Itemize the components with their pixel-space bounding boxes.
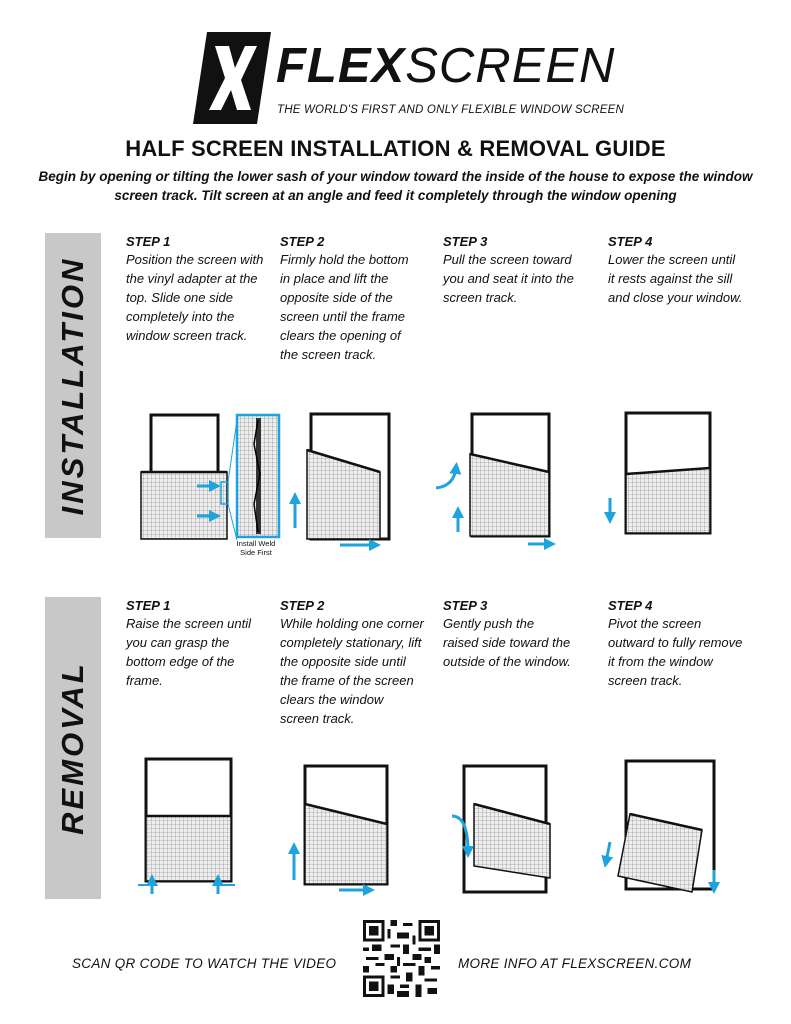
weld-side-detail bbox=[236, 414, 281, 538]
brand-light: SCREEN bbox=[405, 39, 616, 93]
step-text: Lower the screen until it rests against the sill and close your window. bbox=[608, 252, 743, 305]
step-heading: STEP 4 bbox=[608, 234, 653, 249]
removal-step-4 bbox=[608, 598, 773, 690]
step-text: Gently push the raised side toward the outside of the window. bbox=[443, 616, 571, 669]
install-step-3-illustration bbox=[436, 410, 576, 560]
screen-mesh bbox=[626, 468, 710, 533]
step-heading: STEP 3 bbox=[443, 598, 488, 613]
removal-step-2-illustration bbox=[285, 756, 405, 896]
step-heading: STEP 2 bbox=[280, 598, 325, 613]
step-text: While holding one corner completely stationary, lift the opposite side until the frame of the screen clears the window screen track. bbox=[280, 616, 424, 726]
tagline: THE WORLD'S FIRST AND ONLY FLEXIBLE WINDOW SCREEN bbox=[277, 104, 625, 116]
removal-step-1-illustration bbox=[135, 756, 255, 896]
removal-label: REMOVAL bbox=[55, 661, 90, 835]
install-step-4 bbox=[608, 234, 773, 307]
qr-code-icon[interactable] bbox=[363, 920, 440, 997]
brand-bold: FLEX bbox=[276, 39, 406, 93]
install-step-3 bbox=[443, 234, 608, 307]
flexscreen-logo-icon bbox=[193, 32, 271, 124]
intro-text: Begin by opening or tilting the lower sash of your window toward the inside of the house to expose the window screen track. Tilt screen at an angle and feed it completely through the window opening bbox=[38, 169, 753, 203]
step-heading: STEP 2 bbox=[280, 234, 325, 249]
step-heading: STEP 1 bbox=[126, 234, 171, 249]
weld-side-note: Install Weld Side First bbox=[236, 539, 276, 557]
step-text: Firmly hold the bottom in place and lift the opposite side of the screen until the frame clears the opening of the screen track. bbox=[280, 252, 409, 362]
step-text: Pivot the screen outward to fully remove it from the window screen track. bbox=[608, 616, 743, 688]
removal-step-2 bbox=[280, 598, 445, 728]
install-step-2 bbox=[280, 234, 445, 364]
step-heading: STEP 4 bbox=[608, 598, 653, 613]
step-heading: STEP 3 bbox=[443, 234, 488, 249]
screen-mesh bbox=[141, 472, 227, 539]
step-text: Pull the screen toward you and seat it into the screen track. bbox=[443, 252, 574, 305]
screen-mesh bbox=[146, 816, 231, 881]
arrow-curved-icon bbox=[436, 468, 456, 488]
page-title: HALF SCREEN INSTALLATION & REMOVAL GUIDE bbox=[125, 136, 666, 161]
removal-step-3-illustration bbox=[450, 756, 570, 896]
removal-step-3 bbox=[443, 598, 608, 671]
installation-sidebar bbox=[45, 233, 101, 538]
footer-website[interactable]: MORE INFO AT FLEXSCREEN.COM bbox=[458, 956, 692, 971]
step-heading: STEP 1 bbox=[126, 598, 171, 613]
removal-sidebar bbox=[45, 597, 101, 899]
removal-step-4-illustration bbox=[600, 756, 730, 896]
brand-wordmark bbox=[276, 39, 616, 93]
removal-step-1 bbox=[126, 598, 291, 690]
step-text: Position the screen with the vinyl adapter at the top. Slide one side completely into the window screen track. bbox=[126, 252, 264, 343]
install-step-1 bbox=[126, 234, 291, 345]
install-step-4-illustration bbox=[600, 410, 730, 560]
footer-qr-caption: SCAN QR CODE TO WATCH THE VIDEO bbox=[72, 956, 337, 971]
arrow-down-icon bbox=[606, 842, 610, 862]
installation-label: INSTALLATION bbox=[55, 256, 90, 515]
install-step-2-illustration bbox=[285, 410, 405, 560]
step-text: Raise the screen until you can grasp the bottom edge of the frame. bbox=[126, 616, 252, 688]
